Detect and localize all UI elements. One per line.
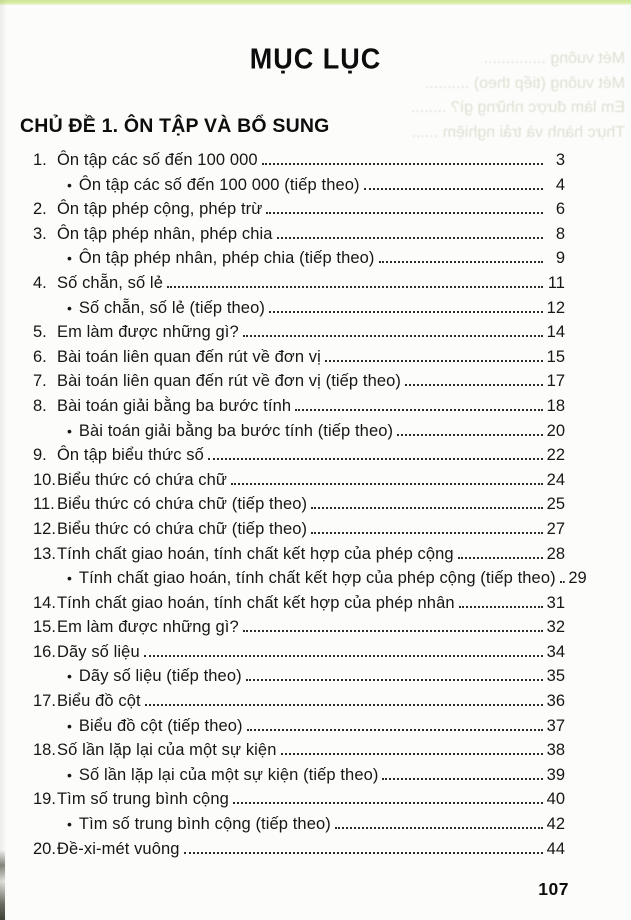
entry-label: Ôn tập các số đến 100 000 (tiếp theo) xyxy=(78,175,360,194)
entry-label: Em làm được những gì? xyxy=(57,618,239,637)
entry-label: Tìm số trung bình cộng xyxy=(57,790,229,809)
dot-leader xyxy=(364,188,543,190)
bullet-icon: • xyxy=(67,816,72,833)
entry-label: Biểu đồ cột xyxy=(57,692,141,711)
toc-entry xyxy=(33,664,565,689)
dot-leader xyxy=(397,434,543,436)
entry-label: Dãy số liệu xyxy=(57,642,140,661)
dot-leader xyxy=(231,483,543,485)
toc-entry xyxy=(33,419,565,444)
entry-label: Biểu thức có chứa chữ xyxy=(57,470,228,489)
toc-entry xyxy=(33,246,565,271)
entry-number: 12. xyxy=(33,519,56,538)
entry-label: Tìm số trung bình cộng (tiếp theo) xyxy=(78,815,331,834)
entry-page-number: 3 xyxy=(555,151,565,169)
entry-page-number: 28 xyxy=(546,544,565,563)
bullet-icon: • xyxy=(67,570,72,587)
dot-leader xyxy=(233,802,543,804)
dot-leader xyxy=(405,384,543,386)
dot-leader xyxy=(266,212,543,214)
bullet-icon: • xyxy=(67,422,72,439)
bleedthrough-line: Mét vuông .............. xyxy=(483,50,625,67)
entry-number: 16. xyxy=(33,642,56,661)
toc-entry xyxy=(33,271,565,296)
dot-leader xyxy=(277,237,543,239)
entry-page-number: 29 xyxy=(568,569,587,588)
toc-entry xyxy=(33,369,565,394)
toc-entry xyxy=(33,591,565,616)
toc-entry xyxy=(33,763,565,788)
entry-page-number: 31 xyxy=(546,593,565,612)
bleedthrough-line: Em làm được những gì? ........ xyxy=(410,99,625,116)
toc-entry xyxy=(33,640,565,665)
dot-leader xyxy=(243,335,543,337)
entry-page-number: 20 xyxy=(546,421,565,440)
dot-leader xyxy=(208,458,543,460)
entry-number: 15. xyxy=(33,618,56,637)
toc-entry xyxy=(33,738,565,763)
toc-entry xyxy=(33,320,565,345)
dot-leader xyxy=(144,655,543,657)
entry-page-number: 14 xyxy=(546,323,565,342)
toc-entry xyxy=(33,345,565,370)
entry-number: 20. xyxy=(33,839,56,858)
entry-label: Ôn tập các số đến 100 000 xyxy=(57,151,258,169)
dot-leader xyxy=(335,827,543,829)
entry-label: Tính chất giao hoán, tính chất kết hợp của phép cộng (tiếp theo) xyxy=(78,569,556,588)
dot-leader xyxy=(167,286,543,288)
dot-leader xyxy=(269,311,543,313)
entry-page-number: 11 xyxy=(547,273,565,292)
toc-entry xyxy=(33,197,565,222)
page-top-accent-strip xyxy=(0,0,631,5)
bullet-icon: • xyxy=(67,299,72,316)
entry-number: 11. xyxy=(33,495,55,514)
toc-entry xyxy=(33,468,565,493)
entry-label: Biểu thức có chứa chữ (tiếp theo) xyxy=(57,495,308,514)
entry-label: Số chẵn, số lẻ (tiếp theo) xyxy=(78,298,265,317)
toc-list xyxy=(0,148,631,861)
dot-leader xyxy=(246,679,543,681)
entry-number: 4. xyxy=(33,273,47,292)
bullet-icon: • xyxy=(67,766,72,783)
dot-leader xyxy=(145,704,543,706)
toc-entry xyxy=(33,542,565,567)
entry-number: 7. xyxy=(33,372,47,391)
page-number: 107 xyxy=(538,879,569,899)
entry-number: 1. xyxy=(33,151,47,169)
entry-page-number: 39 xyxy=(546,765,565,784)
entry-number: 3. xyxy=(33,224,47,243)
entry-page-number: 34 xyxy=(546,642,565,661)
entry-label: Tính chất giao hoán, tính chất kết hợp của phép nhân xyxy=(57,593,455,612)
toc-entry xyxy=(33,566,587,591)
entry-page-number: 27 xyxy=(546,519,565,538)
dot-leader xyxy=(560,581,565,583)
toc-entry xyxy=(33,443,565,468)
entry-number: 17. xyxy=(33,692,56,711)
entry-page-number: 17 xyxy=(546,372,565,391)
entry-page-number: 37 xyxy=(546,716,565,735)
entry-number: 13. xyxy=(33,544,56,563)
toc-entry xyxy=(33,689,565,714)
entry-page-number: 44 xyxy=(546,839,565,858)
entry-label: Dãy số liệu (tiếp theo) xyxy=(78,667,242,686)
entry-page-number: 4 xyxy=(555,175,565,194)
entry-number: 14. xyxy=(33,593,56,612)
dot-leader xyxy=(281,753,544,755)
scan-corner-artifact xyxy=(0,850,5,920)
entry-page-number: 22 xyxy=(546,446,565,465)
toc-entry xyxy=(33,173,565,198)
bullet-icon: • xyxy=(67,250,72,267)
dot-leader xyxy=(247,729,543,731)
entry-number: 2. xyxy=(33,200,47,219)
dot-leader xyxy=(379,261,543,263)
entry-label: Em làm được những gì? xyxy=(57,323,239,342)
entry-label: Số chẵn, số lẻ xyxy=(57,273,163,292)
toc-entry xyxy=(33,714,565,739)
entry-label: Tính chất giao hoán, tính chất kết hợp của phép cộng xyxy=(57,544,454,563)
entry-page-number: 25 xyxy=(546,495,565,514)
toc-entry xyxy=(33,492,565,517)
entry-number: 5. xyxy=(33,323,47,342)
entry-label: Số lần lặp lại của một sự kiện xyxy=(57,741,277,760)
bullet-icon: • xyxy=(67,717,72,734)
entry-number: 8. xyxy=(33,396,47,415)
dot-leader xyxy=(295,409,543,411)
dot-leader xyxy=(184,852,543,854)
entry-page-number: 35 xyxy=(546,667,565,686)
entry-number: 10. xyxy=(33,470,56,489)
dot-leader xyxy=(325,360,543,362)
entry-page-number: 36 xyxy=(546,692,565,711)
entry-label: Ôn tập biểu thức số xyxy=(57,446,204,465)
toc-entry xyxy=(33,812,565,837)
entry-number: 18. xyxy=(33,741,56,760)
toc-entry xyxy=(33,394,565,419)
entry-label: Bài toán liên quan đến rút về đơn vị xyxy=(57,347,321,366)
bleedthrough-line: Thực hành và trải nghiệm ...... xyxy=(411,123,625,141)
entry-label: Ôn tập phép nhân, phép chia xyxy=(57,224,273,243)
entry-page-number: 38 xyxy=(546,741,565,760)
entry-label: Đề-xi-mét vuông xyxy=(57,839,180,858)
toc-entry xyxy=(33,837,565,862)
entry-label: Bài toán giải bằng ba bước tính xyxy=(57,396,292,415)
entry-page-number: 12 xyxy=(546,298,565,317)
dot-leader xyxy=(243,630,543,632)
bullet-icon: • xyxy=(67,668,72,685)
entry-page-number: 9 xyxy=(555,249,565,268)
toc-entry xyxy=(33,615,565,640)
entry-label: Số lần lặp lại của một sự kiện (tiếp theo) xyxy=(78,765,379,784)
page-title: MỤC LỤC xyxy=(249,43,382,75)
entry-page-number: 42 xyxy=(546,815,565,834)
toc-entry xyxy=(33,296,565,321)
entry-number: 9. xyxy=(33,446,47,465)
toc-entry xyxy=(33,517,565,542)
entry-page-number: 32 xyxy=(546,618,565,637)
dot-leader xyxy=(459,606,543,608)
entry-number: 19. xyxy=(33,790,56,809)
entry-page-number: 6 xyxy=(555,200,565,219)
entry-page-number: 15 xyxy=(546,347,565,366)
entry-page-number: 18 xyxy=(546,396,565,415)
entry-label: Bài toán giải bằng ba bước tính (tiếp theo) xyxy=(78,421,394,440)
entry-page-number: 24 xyxy=(546,470,565,489)
toc-entry xyxy=(33,222,565,247)
entry-label: Bài toán liên quan đến rút về đơn vị (tiếp theo) xyxy=(57,372,402,391)
entry-number: 6. xyxy=(33,347,47,366)
entry-label: Biểu đồ cột (tiếp theo) xyxy=(78,716,243,735)
entry-label: Ôn tập phép cộng, phép trừ xyxy=(57,200,263,219)
entry-label: Biểu thức có chứa chữ (tiếp theo) xyxy=(57,519,308,538)
toc-entry xyxy=(33,787,565,812)
entry-page-number: 40 xyxy=(546,790,565,809)
section-heading: CHỦ ĐỀ 1. ÔN TẬP VÀ BỔ SUNG xyxy=(20,115,330,137)
toc-entry xyxy=(33,148,565,173)
dot-leader xyxy=(458,557,543,559)
dot-leader xyxy=(311,507,543,509)
bullet-icon: • xyxy=(67,176,72,193)
dot-leader xyxy=(262,163,543,165)
dot-leader xyxy=(382,778,543,780)
entry-label: Ôn tập phép nhân, phép chia (tiếp theo) xyxy=(78,249,375,268)
entry-page-number: 8 xyxy=(555,224,565,243)
bleedthrough-line: Mét vuông (tiếp theo) .......... xyxy=(424,74,625,92)
dot-leader xyxy=(311,532,543,534)
